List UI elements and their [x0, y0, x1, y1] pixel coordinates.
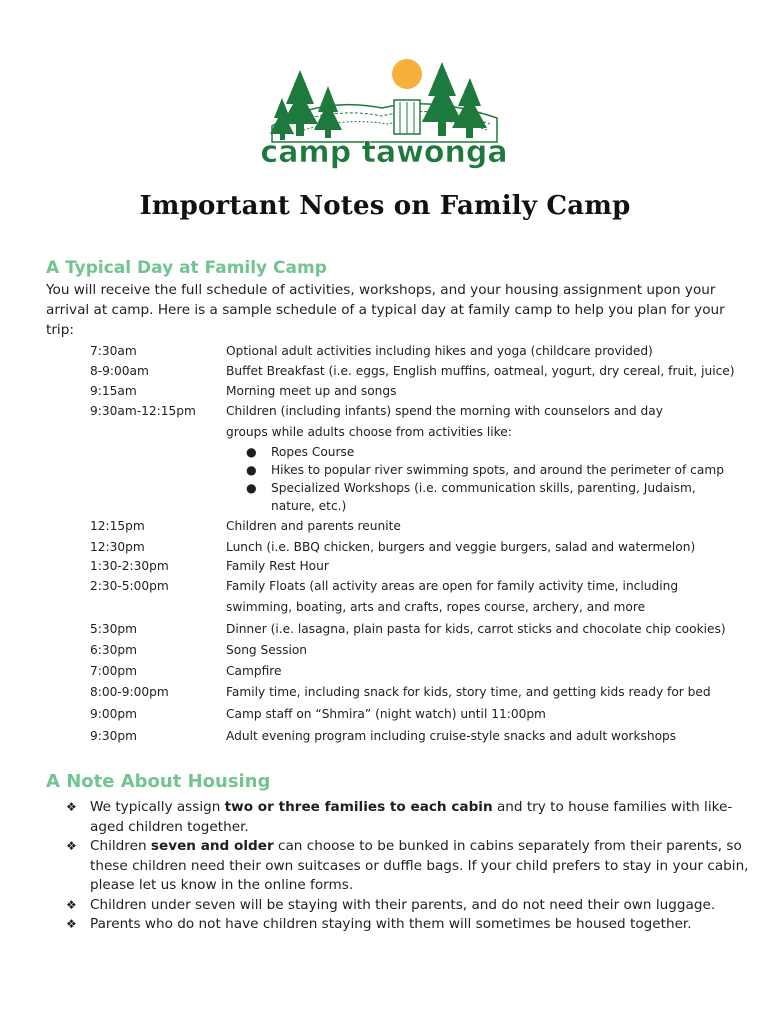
schedule-time: 8-9:00am [90, 364, 149, 378]
page-title: Important Notes on Family Camp [139, 191, 631, 221]
diamond-bullet-icon: ❖ [66, 800, 77, 814]
schedule-desc: Adult evening program including cruise-style snacks and adult workshops [226, 729, 677, 743]
schedule-desc: Children and parents reunite [226, 519, 401, 533]
diamond-bullet-icon: ❖ [66, 898, 77, 912]
schedule-desc: Campfire [226, 664, 282, 678]
housing-text: Parents who do not have children staying with them will sometimes be housed together. [90, 916, 692, 932]
schedule-time: 12:15pm [90, 519, 145, 533]
schedule-time: 1:30-2:30pm [90, 559, 169, 573]
sun-icon [392, 59, 422, 89]
schedule-time: 12:30pm [90, 540, 145, 554]
diamond-bullet-icon: ❖ [66, 839, 77, 853]
schedule-desc: Song Session [226, 643, 308, 657]
schedule-time: 9:30am-12:15pm [90, 404, 196, 418]
schedule-time: 9:00pm [90, 707, 137, 721]
schedule-time: 8:00-9:00pm [90, 685, 169, 699]
section-heading-housing: A Note About Housing [46, 771, 271, 792]
schedule-time: 6:30pm [90, 643, 137, 657]
housing-text-bold: seven and older [150, 838, 274, 854]
housing-text [90, 837, 750, 896]
section-heading-typical-day: A Typical Day at Family Camp [46, 258, 327, 278]
bullet-icon: ● [246, 445, 257, 459]
housing-text-post: can choose to be bunked in cabins separately from their parents, so these children need their own suitcases or duffle bags. If your child prefers to stay in your cabin, please let us know in the online forms. [90, 838, 749, 893]
schedule-time: 2:30-5:00pm [90, 579, 169, 593]
schedule-desc: Family Floats (all activity areas are open for family activity time, including swimming, boating, arts and crafts, ropes course, archery, and more [226, 579, 679, 614]
activity-label: Specialized Workshops (i.e. communication skills, parenting, Judaism, nature, etc.) [271, 481, 696, 513]
bullet-icon: ● [246, 463, 257, 477]
housing-text-pre: We typically assign [90, 799, 225, 815]
logo-graphic [262, 56, 506, 172]
housing-text [90, 798, 750, 837]
logo-wordmark: camp tawonga [262, 135, 506, 170]
housing-text-post: and try to house families with like-aged children together. [90, 799, 733, 835]
housing-text-pre: Children [90, 838, 151, 854]
camp-tawonga-logo [262, 56, 506, 172]
schedule-time: 7:30am [90, 344, 137, 358]
schedule-desc: Optional adult activities including hikes and yoga (childcare provided) [226, 344, 653, 358]
schedule-desc: Children (including infants) spend the morning with counselors and day groups while adults choose from activities like: [226, 404, 663, 439]
housing-text-bold: two or three families to each cabin [224, 799, 493, 815]
schedule-desc: Dinner (i.e. lasagna, plain pasta for kids, carrot sticks and chocolate chip cookies) [226, 622, 726, 636]
schedule-time: 9:15am [90, 384, 137, 398]
diamond-bullet-icon: ❖ [66, 917, 77, 931]
schedule-desc: Lunch (i.e. BBQ chicken, burgers and veggie burgers, salad and watermelon) [226, 540, 696, 554]
schedule-desc: Buffet Breakfast (i.e. eggs, English muffins, oatmeal, yogurt, dry cereal, fruit, juice) [226, 364, 735, 378]
schedule-desc: Family time, including snack for kids, story time, and getting kids ready for bed [226, 685, 711, 699]
schedule-desc: Family Rest Hour [226, 559, 329, 573]
housing-text: Children under seven will be staying with their parents, and do not need their own luggage. [90, 897, 716, 913]
schedule-desc: Camp staff on “Shmira” (night watch) until 11:00pm [226, 707, 546, 721]
schedule-time: 5:30pm [90, 622, 137, 636]
schedule-time: 7:00pm [90, 664, 137, 678]
intro-paragraph: You will receive the full schedule of activities, workshops, and your housing assignment upon your arrival at camp. Here is a sample schedule of a typical day at family camp to help you plan for your trip: [46, 282, 725, 338]
schedule-desc: Morning meet up and songs [226, 384, 397, 398]
bullet-icon: ● [246, 481, 257, 495]
activity-label: Ropes Course [271, 445, 355, 459]
activity-label: Hikes to popular river swimming spots, and around the perimeter of camp [271, 463, 724, 477]
schedule-time: 9:30pm [90, 729, 137, 743]
